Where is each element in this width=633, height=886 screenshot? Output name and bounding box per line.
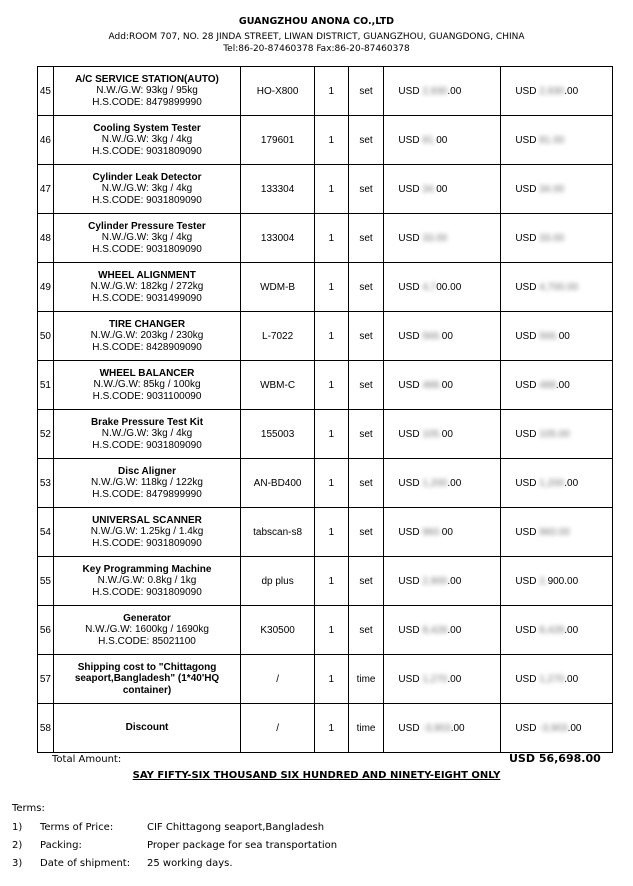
value-suffix: 00 [436, 183, 448, 195]
item-model: / [241, 655, 315, 704]
item-unit-price [384, 557, 501, 606]
currency-label: USD [515, 232, 540, 244]
item-spec-line: H.S.CODE: 8479899990 [92, 96, 202, 108]
item-name: A/C SERVICE STATION(AUTO) [75, 73, 219, 85]
item-unit: set [348, 312, 384, 361]
item-number: 47 [38, 165, 54, 214]
item-description [53, 116, 240, 165]
item-model: 133004 [241, 214, 315, 263]
redacted-value: 105. [422, 428, 442, 440]
item-unit-price [384, 606, 501, 655]
currency-label: USD [515, 673, 540, 685]
currency-label: USD [398, 673, 423, 685]
term-value: Proper package for sea transportation [147, 840, 338, 851]
redacted-value: 34.00 [539, 183, 565, 195]
item-number: 45 [38, 67, 54, 116]
term-value: 25 working days. [147, 858, 233, 869]
redacted-value: 1,270 [539, 673, 565, 685]
item-name: WHEEL ALIGNMENT [98, 269, 196, 281]
item-unit: set [348, 508, 384, 557]
item-amount [501, 655, 613, 704]
value-suffix: 900.00 [547, 575, 579, 587]
invoice-items-table [37, 66, 613, 753]
item-quantity: 1 [314, 67, 348, 116]
item-name: Disc Aligner [118, 465, 176, 477]
item-spec-line: H.S.CODE: 9031100090 [92, 390, 202, 402]
value-suffix: .00 [555, 379, 570, 391]
currency-label: USD [515, 624, 540, 636]
item-name: Generator [123, 612, 171, 624]
item-spec-line: N.W./G.W: 3kg / 4kg [101, 232, 193, 244]
item-spec-line: N.W./G.W: 3kg / 4kg [101, 134, 193, 146]
value-suffix: .00 [564, 477, 579, 489]
redacted-value: 33.00 [539, 232, 565, 244]
item-spec-line: N.W./G.W: 182kg / 272kg [90, 281, 204, 293]
redacted-value: 34. [422, 183, 437, 195]
item-description [53, 606, 240, 655]
redacted-value: 4,7 [422, 281, 437, 293]
redacted-value: 81. [422, 134, 437, 146]
item-quantity: 1 [314, 214, 348, 263]
item-description [53, 508, 240, 557]
item-unit: set [348, 410, 384, 459]
redacted-value: 33.00 [422, 232, 448, 244]
value-suffix: .00 [447, 673, 462, 685]
item-model: WBM-C [241, 361, 315, 410]
item-quantity: 1 [314, 263, 348, 312]
term-num: 1) [12, 822, 23, 833]
item-spec-line: N.W./G.W: 1600kg / 1690kg [85, 624, 209, 636]
currency-label: USD [398, 575, 423, 587]
item-number: 46 [38, 116, 54, 165]
item-spec-line: N.W./G.W: 3kg / 4kg [101, 183, 193, 195]
item-number: 53 [38, 459, 54, 508]
item-unit: set [348, 165, 384, 214]
item-unit-price [384, 312, 501, 361]
item-amount [501, 116, 613, 165]
item-model: dp plus [241, 557, 315, 606]
currency-label: USD [398, 281, 423, 293]
item-model: K30500 [241, 606, 315, 655]
term-label: Packing: [40, 840, 82, 851]
table-row [38, 214, 613, 263]
item-unit-price [384, 508, 501, 557]
redacted-value: 4,700.00 [539, 281, 579, 293]
item-spec-line: H.S.CODE: 9031499090 [92, 292, 202, 304]
value-suffix: 00 [558, 330, 570, 342]
item-name: Discount [125, 722, 169, 734]
redacted-value: 488 [539, 379, 556, 391]
item-unit: time [348, 704, 384, 753]
item-name: WHEEL BALANCER [99, 367, 195, 379]
item-unit-price [384, 165, 501, 214]
redacted-value: -3,903 [539, 722, 568, 734]
redacted-value: 8,428 [539, 624, 565, 636]
item-name: Brake Pressure Test Kit [90, 416, 204, 428]
value-suffix: .00 [447, 575, 462, 587]
term-num: 2) [12, 840, 23, 851]
item-spec-line: N.W./G.W: 0.8kg / 1kg [97, 575, 197, 587]
item-unit-price [384, 704, 501, 753]
item-number: 52 [38, 410, 54, 459]
item-spec-line: H.S.CODE: 9031809090 [92, 586, 202, 598]
item-name: Key Programming Machine [82, 563, 212, 575]
item-quantity: 1 [314, 459, 348, 508]
total-in-words: SAY FIFTY-SIX THOUSAND SIX HUNDRED AND NINETY-EIGHT ONLY [132, 770, 501, 781]
item-amount [501, 557, 613, 606]
item-spec-line: H.S.CODE: 8479899990 [92, 488, 202, 500]
table-row [38, 116, 613, 165]
company-address: Add:ROOM 707, NO. 28 JINDA STREET, LIWAN DISTRICT, GUANGZHOU, GUANGDONG, CHINA [108, 32, 525, 42]
table-row [38, 508, 613, 557]
term-num: 3) [12, 858, 23, 869]
item-spec-line: N.W./G.W: 1.25kg / 1.4kg [90, 526, 204, 538]
item-name: Cooling System Tester [93, 122, 201, 134]
item-name: Shipping cost to "Chittagong seaport,Bangladesh" (1*40'HQ container) [74, 661, 220, 696]
item-spec-line: N.W./G.W: 118kg / 122kg [91, 477, 203, 489]
item-amount [501, 704, 613, 753]
item-model: 179601 [241, 116, 315, 165]
item-quantity: 1 [314, 410, 348, 459]
table-row [38, 67, 613, 116]
item-model: WDM-B [241, 263, 315, 312]
item-unit: set [348, 606, 384, 655]
redacted-value: 2, [539, 575, 548, 587]
table-row [38, 263, 613, 312]
item-number: 54 [38, 508, 54, 557]
item-description [53, 410, 240, 459]
item-model: / [241, 704, 315, 753]
item-amount [501, 606, 613, 655]
term-label: Terms of Price: [40, 822, 114, 833]
item-name: Cylinder Pressure Tester [88, 220, 206, 232]
item-quantity: 1 [314, 361, 348, 410]
item-number: 58 [38, 704, 54, 753]
redacted-value: -3,903 [422, 722, 451, 734]
redacted-value: 1,270 [422, 673, 448, 685]
value-suffix: 00 [441, 428, 453, 440]
item-amount [501, 361, 613, 410]
item-description [53, 459, 240, 508]
item-model: 155003 [241, 410, 315, 459]
item-model: AN-BD400 [241, 459, 315, 508]
item-name: UNIVERSAL SCANNER [92, 514, 202, 526]
item-model: HO-X800 [241, 67, 315, 116]
item-unit-price [384, 67, 501, 116]
currency-label: USD [515, 85, 540, 97]
currency-label: USD [398, 232, 423, 244]
value-suffix: .00 [450, 722, 465, 734]
item-description [53, 263, 240, 312]
currency-label: USD [398, 85, 423, 97]
value-suffix: .00 [564, 85, 579, 97]
item-number: 49 [38, 263, 54, 312]
item-spec-line: H.S.CODE: 9031809090 [92, 194, 202, 206]
term-value: CIF Chittagong seaport,Bangladesh [147, 822, 325, 833]
item-amount [501, 263, 613, 312]
total-amount-label: Total Amount: [52, 754, 122, 765]
item-description [53, 67, 240, 116]
currency-label: USD [515, 134, 540, 146]
currency-label: USD [398, 722, 423, 734]
company-address-block [0, 31, 633, 55]
item-spec-line: H.S.CODE: 9031809090 [92, 243, 202, 255]
term-label: Date of shipment: [40, 858, 131, 869]
currency-label: USD [515, 575, 540, 587]
currency-label: USD [398, 134, 423, 146]
item-unit: set [348, 214, 384, 263]
item-amount [501, 312, 613, 361]
item-number: 48 [38, 214, 54, 263]
value-suffix: .00 [567, 722, 582, 734]
redacted-value: 488. [422, 379, 442, 391]
table-row [38, 606, 613, 655]
table-row [38, 361, 613, 410]
value-suffix: 00 [441, 379, 453, 391]
item-unit: set [348, 361, 384, 410]
redacted-value: 2,900 [422, 575, 448, 587]
item-number: 51 [38, 361, 54, 410]
item-amount [501, 165, 613, 214]
value-suffix: 00.00 [436, 281, 462, 293]
currency-label: USD [515, 477, 540, 489]
redacted-value: 960. [422, 526, 442, 538]
item-number: 55 [38, 557, 54, 606]
item-spec-line: H.S.CODE: 9031809090 [92, 537, 202, 549]
currency-label: USD [515, 526, 540, 538]
item-unit-price [384, 459, 501, 508]
item-quantity: 1 [314, 655, 348, 704]
total-amount-value: USD 56,698.00 [509, 752, 601, 765]
currency-label: USD [515, 428, 540, 440]
currency-label: USD [398, 330, 423, 342]
company-name: GUANGZHOU ANONA CO.,LTD [238, 16, 395, 27]
currency-label: USD [515, 281, 540, 293]
table-row [38, 410, 613, 459]
item-amount [501, 459, 613, 508]
item-description [53, 312, 240, 361]
currency-label: USD [398, 624, 423, 636]
item-amount [501, 410, 613, 459]
company-contact: Tel:86-20-87460378 Fax:86-20-87460378 [223, 44, 410, 54]
item-description [53, 704, 240, 753]
currency-label: USD [398, 183, 423, 195]
item-description [53, 214, 240, 263]
value-suffix: .00 [564, 624, 579, 636]
table-row [38, 459, 613, 508]
item-quantity: 1 [314, 557, 348, 606]
item-amount [501, 214, 613, 263]
currency-label: USD [515, 183, 540, 195]
item-number: 57 [38, 655, 54, 704]
item-description [53, 655, 240, 704]
currency-label: USD [398, 526, 423, 538]
value-suffix: .00 [447, 85, 462, 97]
item-spec-line: H.S.CODE: 85021100 [98, 635, 196, 647]
item-unit-price [384, 214, 501, 263]
item-description [53, 361, 240, 410]
item-number: 56 [38, 606, 54, 655]
item-unit: set [348, 459, 384, 508]
currency-label: USD [515, 722, 540, 734]
item-quantity: 1 [314, 508, 348, 557]
item-unit: set [348, 557, 384, 606]
item-amount [501, 508, 613, 557]
terms-title: Terms: [12, 803, 45, 814]
redacted-value: 960.00 [539, 526, 570, 538]
item-unit: set [348, 116, 384, 165]
item-unit: set [348, 263, 384, 312]
item-unit-price [384, 410, 501, 459]
item-number: 50 [38, 312, 54, 361]
value-suffix: .00 [447, 477, 462, 489]
value-suffix: 00 [436, 134, 448, 146]
value-suffix: .00 [564, 673, 579, 685]
item-spec-line: H.S.CODE: 9031809090 [92, 145, 202, 157]
item-quantity: 1 [314, 165, 348, 214]
item-unit-price [384, 116, 501, 165]
redacted-value: 2,930 [422, 85, 448, 97]
item-unit-price [384, 263, 501, 312]
item-name: TIRE CHANGER [108, 318, 186, 330]
redacted-value: 566. [422, 330, 442, 342]
currency-label: USD [398, 379, 423, 391]
item-model: tabscan-s8 [241, 508, 315, 557]
item-unit: time [348, 655, 384, 704]
item-name: Cylinder Leak Detector [92, 171, 202, 183]
currency-label: USD [515, 330, 540, 342]
item-quantity: 1 [314, 116, 348, 165]
item-spec-line: N.W./G.W: 3kg / 4kg [101, 428, 193, 440]
table-row [38, 704, 613, 753]
redacted-value: 1,200 [422, 477, 448, 489]
redacted-value: 105.00 [539, 428, 570, 440]
item-quantity: 1 [314, 704, 348, 753]
item-model: L-7022 [241, 312, 315, 361]
item-amount [501, 67, 613, 116]
item-quantity: 1 [314, 312, 348, 361]
item-spec-line: N.W./G.W: 85kg / 100kg [93, 379, 201, 391]
item-spec-line: H.S.CODE: 9031809090 [92, 439, 202, 451]
redacted-value: 1,200 [539, 477, 565, 489]
redacted-value: 8,428 [422, 624, 448, 636]
table-row [38, 312, 613, 361]
redacted-value: 81.00 [539, 134, 565, 146]
item-unit-price [384, 361, 501, 410]
item-model: 133304 [241, 165, 315, 214]
item-spec-line: H.S.CODE: 8428909090 [92, 341, 202, 353]
item-description [53, 165, 240, 214]
item-spec-line: N.W./G.W: 203kg / 230kg [90, 330, 204, 342]
value-suffix: 00 [441, 330, 453, 342]
value-suffix: .00 [447, 624, 462, 636]
table-row [38, 557, 613, 606]
item-description [53, 557, 240, 606]
redacted-value: 566. [539, 330, 559, 342]
table-row [38, 655, 613, 704]
item-spec-line: N.W./G.W: 93kg / 95kg [96, 85, 198, 97]
item-quantity: 1 [314, 606, 348, 655]
currency-label: USD [398, 428, 423, 440]
redacted-value: 2,930 [539, 85, 565, 97]
item-unit-price [384, 655, 501, 704]
table-row [38, 165, 613, 214]
value-suffix: 00 [441, 526, 453, 538]
item-unit: set [348, 67, 384, 116]
currency-label: USD [515, 379, 540, 391]
currency-label: USD [398, 477, 423, 489]
